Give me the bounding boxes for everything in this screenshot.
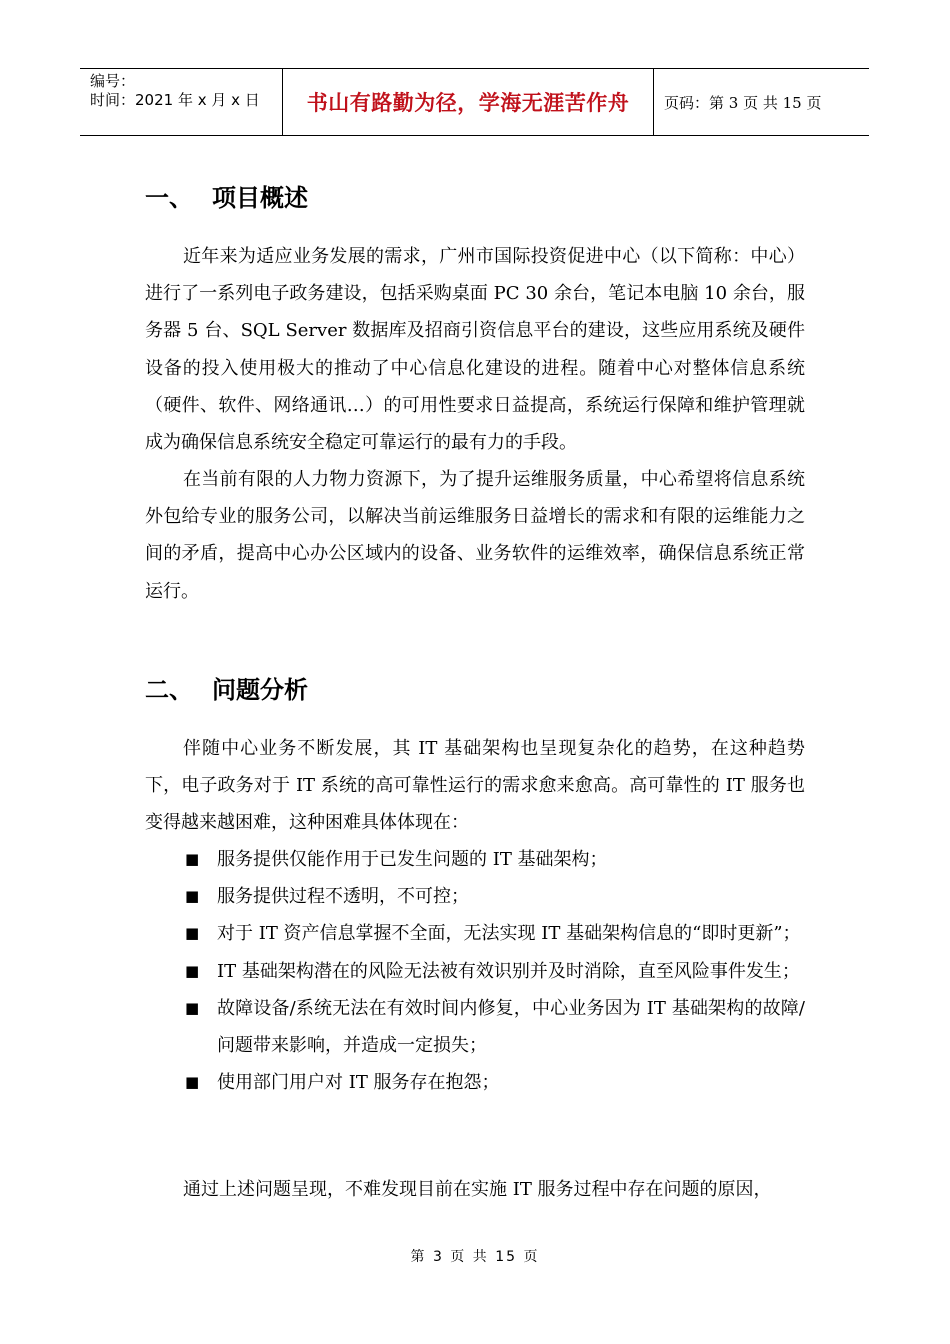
- section-1-title: 项目概述: [212, 184, 308, 212]
- header-page-info: 页码：第 3 页 共 15 页: [664, 93, 822, 112]
- section-1-paragraph-1: 近年来为适应业务发展的需求，广州市国际投资促进中心（以下简称：中心）进行了一系列电子政务建设，包括采购桌面 PC 30 余台，笔记本电脑 10 余台，服务器 5 台、SQL Server 数据库及招商引资信息平台的建设，这些应用系统及硬件设备的投入使用极大的推动了中心信息化建设的进程。随着中心对整体信息系统（硬件、软件、网络通讯…）的可用性要求日益提高，系统运行保障和维护管理就成为确保信息系统安全稳定可靠运行的最有力的手段。: [145, 246, 805, 454]
- header-motto: [282, 69, 654, 135]
- list-item-text: 对于 IT 资产信息掌握不全面，无法实现 IT 基础架构信息的“即时更新”；: [217, 923, 801, 945]
- bullet-square-icon: ■: [185, 1073, 200, 1092]
- section-2-closing: 通过上述问题呈现，不难发现目前在实施 IT 服务过程中存在问题的原因，: [183, 1179, 772, 1200]
- section-2-title: 问题分析: [212, 676, 308, 704]
- bullet-square-icon: ■: [185, 850, 200, 868]
- header-meta: [80, 69, 282, 135]
- list-item: [145, 990, 805, 1064]
- list-item-text: 服务提供过程不透明，不可控；: [217, 886, 469, 908]
- list-item: [145, 953, 805, 990]
- list-item-text: 使用部门用户对 IT 服务存在抱怨；: [217, 1072, 500, 1094]
- page-footer: 第 3 页 共 15 页: [410, 1249, 540, 1265]
- list-item-text: 服务提供仅能作用于已发生问题的 IT 基础架构；: [217, 849, 608, 870]
- date-label: 时间：2021 年 x 月 x 日: [90, 91, 260, 109]
- bullet-square-icon: ■: [185, 924, 200, 943]
- section-2-heading: [145, 670, 308, 705]
- bullet-square-icon: ■: [185, 998, 200, 1017]
- list-item: [145, 841, 805, 878]
- document-header: [80, 68, 869, 136]
- list-item-text: IT 基础架构潜在的风险无法被有效识别并及时消除，直至风险事件发生；: [217, 960, 800, 982]
- list-item-text: 故障设备/系统无法在有效时间内修复，中心业务因为 IT 基础架构的故障/问题带来影响，并造成一定损失；: [217, 997, 805, 1057]
- section-1-number: 一、: [145, 184, 193, 212]
- list-item: [145, 1064, 805, 1101]
- bullet-square-icon: ■: [185, 961, 200, 980]
- number-label: 编号：: [90, 72, 136, 90]
- section-1-heading: [145, 178, 308, 213]
- list-item: [145, 878, 805, 915]
- problem-list: [145, 841, 805, 1101]
- list-item: [145, 915, 805, 952]
- motto-text: 书山有路勤为径，学海无涯苦作舟: [306, 90, 630, 115]
- section-2-intro: 伴随中心业务不断发展，其 IT 基础架构也呈现复杂化的趋势，在这种趋势下，电子政务对于 IT 系统的高可靠性运行的需求愈来愈高。高可靠性的 IT 服务也变得越来越困难，这种困难具体体现在：: [145, 738, 805, 834]
- section-2-number: 二、: [145, 676, 193, 704]
- section-1-paragraph-2: 在当前有限的人力物力资源下，为了提升运维服务质量，中心希望将信息系统外包给专业的服务公司，以解决当前运维服务日益增长的需求和有限的运维能力之间的矛盾，提高中心办公区域内的设备、业务软件的运维效率，确保信息系统正常运行。: [145, 469, 805, 602]
- bullet-square-icon: ■: [185, 887, 200, 906]
